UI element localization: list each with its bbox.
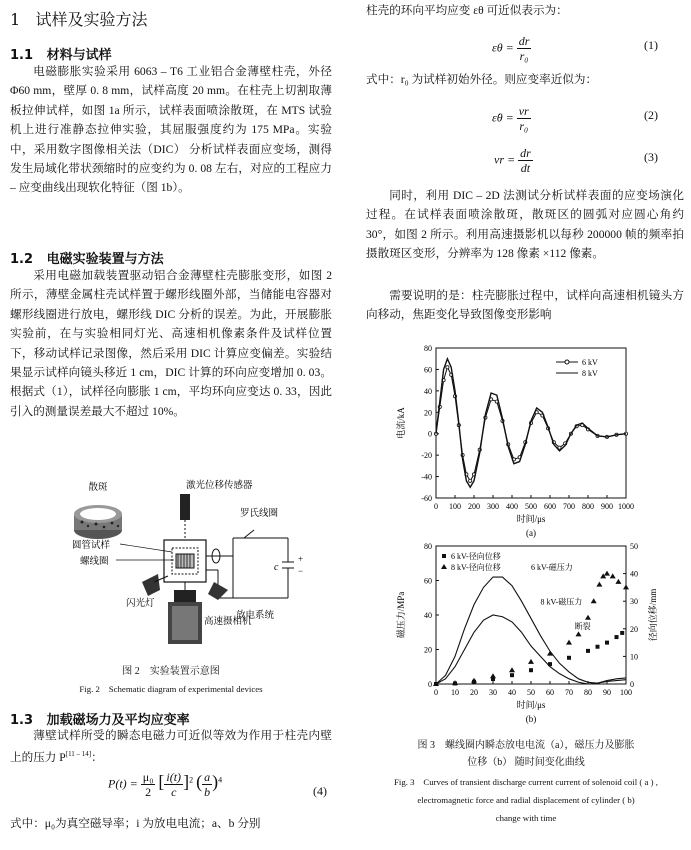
legend-marker-square — [442, 554, 446, 558]
data-point-triangle — [596, 582, 602, 587]
y-right-axis-label: 径向位移/mm — [648, 588, 658, 642]
figure-3-caption-cn-1: 图 3 螺线圈内瞬态放电电流（a），磁压力及膨胀 — [417, 740, 635, 751]
legend-label-2: 8 kV — [582, 369, 598, 378]
subsection-title: 材料与试样 — [46, 48, 112, 63]
y-tick-label: 80 — [424, 542, 432, 551]
x-tick-label: 70 — [565, 688, 573, 697]
equation-1-number: (1) — [644, 38, 658, 52]
data-point-square — [615, 635, 619, 639]
section-title: 试样及实验方法 — [35, 10, 148, 29]
eq3-top: dr — [520, 146, 531, 160]
subsection-title: 加载磁场力及平均应变率 — [46, 713, 190, 728]
data-point-triangle — [566, 640, 572, 645]
annotation-fracture: 断裂 — [574, 621, 591, 631]
y-tick-label: 20 — [424, 408, 432, 418]
x-axis-label: 时间/μs — [516, 514, 546, 524]
y-tick-label: 60 — [424, 576, 432, 586]
label-rogowski-coil: 罗氏线圈 — [240, 509, 279, 519]
paragraph-note: 需要说明的是：柱壳膨胀过程中，试样向高速相机镜头方向移动，焦距变化导致图像变形影响 — [366, 289, 684, 322]
x-tick-label: 50 — [527, 688, 535, 697]
equation-2 — [492, 104, 531, 133]
subsection-number: 1.1 — [10, 48, 34, 63]
label-solenoid-coil: 螺线圈 — [80, 557, 109, 567]
y-tick-label: 40 — [424, 611, 432, 620]
eq4-it: i(t) — [166, 770, 182, 784]
x-tick-label: 90 — [603, 688, 611, 697]
data-point-square — [605, 641, 609, 645]
paragraph-dic-method: 同时，利用 DIC – 2D 法测试分析试样表面的应变场演化过程。在试样表面喷涂散斑，散斑区的圆弧对应圆心角约 30°，如图 2 所示。利用高速摄影机以每秒 200000 帧的频率拍摄散斑区变形，分辨率为 128 像素 ×112 像素。 — [366, 189, 684, 261]
x-tick-label: 400 — [506, 502, 518, 511]
eq4-mu: μ₀ — [142, 770, 154, 784]
x-tick-label: 60 — [546, 688, 554, 697]
x-tick-label: 500 — [525, 502, 537, 511]
paragraph-hoop-strain: 柱壳的环向平均应变 εθ 可近似表示为： — [366, 4, 568, 17]
figure-2-caption-cn: 图 2 实验装置示意图 — [122, 666, 220, 677]
x-tick-label: 80 — [584, 688, 592, 697]
citation-ref: [11 – 14] — [65, 750, 92, 759]
section-heading — [10, 7, 147, 30]
paragraph-symbols: 式中：μ₀为真空磁导率；i 为放电电流；a、b 分别 — [10, 817, 261, 830]
label-laser-sensor: 激光位移传感器 — [186, 481, 253, 491]
figure-3-caption-en-1: Fig. 3 Curves of transient discharge current current of solenoid coil ( a ) , — [394, 777, 658, 787]
eq2-lhs: ε̇θ = — [492, 110, 514, 125]
label-minus: − — [298, 566, 304, 576]
eq3-bottom: dt — [520, 161, 531, 175]
label-tube-specimen: 圆管试样 — [72, 541, 111, 551]
label-speckle: 散斑 — [88, 483, 108, 493]
subsection-title: 电磁实验装置与方法 — [46, 252, 164, 267]
x-tick-label: 700 — [563, 502, 575, 511]
paragraph-materials: 电磁膨胀实验采用 6063 – T6 工业铝合金薄壁柱壳，外径 Φ60 mm，壁厚 0. 8 mm，试样高度 20 mm。在柱壳上切割取薄板拉伸试样，如图 1a 所示，试样表面喷涂散斑，在 MTS 试验机上进行准静态拉伸实验，其屈服强度约为 175 MPa。实验中，采用数字图像相关法（DIC） 分析试样表面应变场，测得发生局域化带状颈缩时的应变约为 0. 08 左右，对应的工程应力 – 应变曲线出现软化特征（图 1b）。 — [10, 65, 332, 195]
eq4-frac-ab — [202, 770, 212, 799]
eq4-c: c — [171, 785, 177, 799]
label-plus: + — [298, 554, 304, 564]
x-tick-label: 10 — [451, 688, 459, 697]
data-point-triangle — [528, 659, 534, 664]
legend-marker-triangle — [441, 564, 447, 569]
label-flash-lamp: 闪光灯 — [126, 599, 155, 609]
chart-a-current — [392, 338, 652, 538]
section-number: 1 — [10, 10, 21, 29]
series-line-2 — [436, 359, 626, 488]
y-tick-label: 20 — [424, 645, 432, 655]
x-tick-label: 40 — [508, 688, 516, 697]
high-speed-camera-icon — [168, 590, 202, 644]
y-right-tick-label: 0 — [630, 680, 634, 689]
legend-label-1: 6 kV — [582, 358, 598, 367]
y-tick-label: 0 — [428, 680, 432, 689]
chart-b-force-displacement — [392, 538, 672, 734]
data-point — [446, 366, 449, 369]
speckle-ring-illustration — [74, 505, 122, 539]
x-tick-label: 20 — [470, 688, 478, 697]
x-tick-label: 200 — [468, 502, 480, 511]
y-right-tick-label: 30 — [630, 597, 638, 607]
data-point-triangle — [490, 673, 496, 678]
x-tick-label: 600 — [544, 502, 556, 511]
eq1-lhs: εθ = — [492, 40, 514, 55]
annotation-8kv-force: 8 kV-磁压力 — [540, 597, 583, 607]
x-tick-label: 30 — [489, 688, 497, 697]
figure-3-caption-en-2: electromagnetic force and radial displacement of cylinder ( b) — [417, 795, 635, 805]
x-tick-label: 100 — [449, 502, 461, 511]
y-tick-label: 0 — [428, 429, 432, 439]
data-point — [469, 479, 472, 482]
data-point-square — [586, 649, 590, 653]
legend-label: 8 kV-径向位移 — [451, 563, 501, 572]
data-point-triangle — [452, 680, 458, 685]
y-right-tick-label: 10 — [630, 652, 638, 662]
subsection-1-heading — [10, 44, 112, 63]
eq4-lhs: P(t) = — [108, 776, 138, 791]
y-tick-label: 40 — [424, 386, 432, 396]
y-tick-label: 80 — [424, 344, 432, 353]
equation-2-number: (2) — [644, 108, 658, 122]
equation-1 — [492, 34, 531, 63]
data-point-square — [529, 668, 533, 672]
x-tick-label: 300 — [487, 502, 499, 511]
y-right-tick-label: 20 — [630, 624, 638, 634]
data-point-square — [620, 631, 624, 635]
x-tick-label: 1000 — [618, 502, 634, 511]
eq4-power: 4 — [218, 775, 223, 785]
figure-2-caption-en: Fig. 2 Schematic diagram of experimental devices — [79, 684, 263, 694]
panel-label: (b) — [525, 714, 537, 724]
data-point-triangle — [623, 584, 629, 589]
data-point-square — [510, 673, 514, 677]
eq1-frac — [517, 34, 532, 63]
legend-marker-1 — [565, 360, 569, 364]
y-right-tick-label: 40 — [630, 569, 638, 579]
figure-3-caption-en-3: change with time — [495, 813, 557, 823]
eq4-square: 2 — [189, 775, 194, 785]
x-tick-label: 0 — [434, 688, 438, 697]
paragraph-magnetic-force — [10, 726, 332, 768]
data-point-triangle — [585, 615, 591, 620]
data-point-triangle — [615, 579, 621, 584]
y-tick-label: -60 — [421, 494, 432, 503]
x-axis-label: 时间/μs — [516, 700, 546, 710]
subsection-number: 1.3 — [10, 713, 34, 728]
label-high-speed-camera: 高速摄相机 — [204, 617, 252, 627]
y-tick-label: 60 — [424, 365, 432, 375]
eq1-bottom: r₀ — [519, 49, 529, 63]
equation-4-number: (4) — [313, 784, 327, 798]
eq4-two: 2 — [145, 785, 152, 799]
paragraph-apparatus: 采用电磁加载装置驱动铝合金薄壁柱壳膨胀变形，如图 2 所示，薄壁金属柱壳试样置于螺形线圈外部，当储能电容器对螺形线圈进行放电，螺形线 DIC 分析的误差。为此，开展膨胀实验前，在与实验相同灯光、高速相机像素条件及试样位置下，移动试样记录图像，然后采用 DIC 计算应变偏差。实验结果显示试样向镜头移近 1 cm，DIC 计算的环向应变增加 0. 03。根据式（1），试样径向膨胀 1 cm，平均环向应变达 0. 33，因此引入的测量误差最大不超过 10%。 — [10, 269, 332, 418]
eq3-lhs: vr = — [494, 152, 516, 167]
eq2-bottom: r₀ — [519, 119, 529, 133]
y-right-tick-label: 50 — [630, 542, 638, 551]
laser-sensor-icon — [180, 494, 190, 520]
data-point-triangle — [604, 571, 610, 576]
data-point-triangle — [471, 678, 477, 683]
eq4-frac-mu — [141, 770, 156, 799]
subsection-number: 1.2 — [10, 252, 34, 267]
series-line-4 — [436, 577, 626, 684]
y-tick-label: -40 — [421, 472, 432, 482]
eq4-frac-it — [164, 770, 183, 799]
data-point-triangle — [509, 667, 515, 672]
eq4-b: b — [204, 785, 211, 799]
solenoid-coil-icon — [176, 554, 194, 568]
annotation-6kv-force: 6 kV-磁压力 — [531, 563, 573, 573]
equation-3 — [494, 146, 533, 175]
eq3-frac — [518, 146, 533, 175]
y-axis-label: 电流/kA — [396, 407, 406, 439]
subsection-2-heading — [10, 248, 164, 267]
para3-text: 薄壁试样所受的瞬态电磁力可近似等效为作用于柱壳内壁上的压力 P — [10, 729, 332, 765]
data-point-square — [567, 656, 571, 660]
x-tick-label: 900 — [601, 502, 613, 511]
label-discharge-system: 放电系统 — [236, 611, 275, 621]
data-point-square — [596, 645, 600, 649]
equation-4: P(t) = $\frac{\text{μ₀}}{2}$ [ $\frac{i(t)}{c}$ ]$^2$ ( $\frac{a}{b}$ )$^4$ — [108, 770, 223, 799]
eq1-top: dr — [518, 34, 530, 48]
label-capacitor: c — [274, 562, 279, 573]
x-tick-label: 800 — [582, 502, 594, 511]
para3-end: ： — [91, 751, 103, 765]
figure-3-caption-cn-2: 位移（b） 随时间变化曲线 — [467, 757, 585, 768]
paragraph-eq1-explain: 式中：r₀ 为试样初始外径。则应变率近似为： — [366, 73, 598, 86]
schematic-diagram — [68, 478, 308, 658]
panel-label: (a) — [526, 528, 536, 538]
x-tick-label: 0 — [434, 502, 438, 511]
data-point-triangle — [591, 598, 597, 603]
eq2-frac — [517, 104, 531, 133]
y-axis-label: 磁压力/MPa — [396, 591, 406, 639]
series-line-3 — [436, 615, 626, 684]
eq4-a: a — [204, 770, 211, 784]
equation-3-number: (3) — [644, 150, 658, 164]
legend-label: 6 kV-径向位移 — [451, 552, 501, 561]
eq2-top: vr — [518, 104, 529, 118]
figure-2-schematic — [68, 478, 308, 658]
data-point-triangle — [610, 573, 616, 578]
y-tick-label: -20 — [421, 451, 432, 461]
data-point-triangle — [576, 631, 582, 636]
x-tick-label: 100 — [620, 688, 632, 697]
